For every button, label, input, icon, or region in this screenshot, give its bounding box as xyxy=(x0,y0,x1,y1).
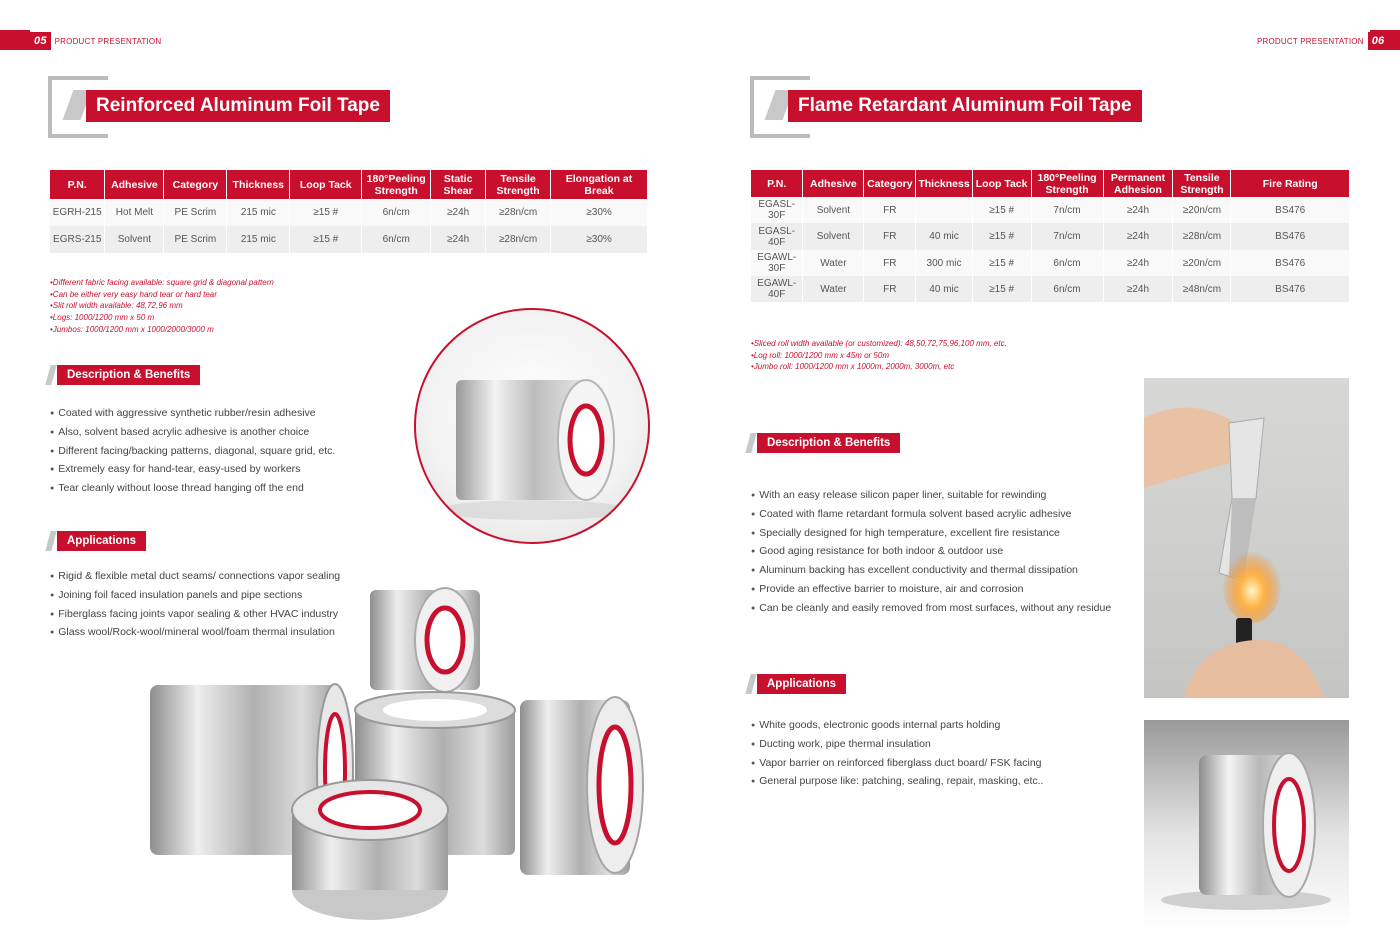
tape-rolls-group-photo xyxy=(145,580,660,935)
tape-roll-icon xyxy=(416,310,650,544)
right-applications-list xyxy=(751,716,1043,791)
list-item: ● General purpose like: patching, sealing, repair, masking, etc.. xyxy=(751,772,1043,791)
table-header: Permanent Adhesion xyxy=(1103,170,1173,197)
list-item: ● Coated with aggressive synthetic rubber/resin adhesive xyxy=(50,404,335,423)
table-header: 180°Peeling Strength xyxy=(1031,170,1103,197)
table-row: EGRH-215 Hot Melt PE Scrim 215 mic ≥15 # 6n/cm ≥24h ≥28n/cm ≥30% xyxy=(50,199,648,226)
table-header: Tensile Strength xyxy=(1173,170,1231,197)
left-page-title: Reinforced Aluminum Foil Tape xyxy=(86,90,390,122)
note-line: •Sliced roll width available (or customized): 48,50,72,75,96,100 mm, etc. xyxy=(751,339,1007,348)
right-page-tag xyxy=(1257,32,1388,50)
right-page-number: 06 xyxy=(1368,32,1389,50)
table-row: EGRS-215 Solvent PE Scrim 215 mic ≥15 # 6n/cm ≥24h ≥28n/cm ≥30% xyxy=(50,226,648,253)
list-item: ● White goods, electronic goods internal parts holding xyxy=(751,716,1043,735)
table-header: Adhesive xyxy=(105,170,164,199)
list-item: ● Aluminum backing has excellent conductivity and thermal dissipation xyxy=(751,561,1111,580)
left-spec-table xyxy=(50,170,648,253)
table-row: EGAWL-40F Water FR 40 mic ≥15 # 6n/cm ≥24h ≥48n/cm BS476 xyxy=(751,276,1350,302)
table-row: EGAWL-30F Water FR 300 mic ≥15 # 6n/cm ≥24h ≥20n/cm BS476 xyxy=(751,250,1350,276)
table-row: EGASL-40F Solvent FR 40 mic ≥15 # 7n/cm ≥24h ≥28n/cm BS476 xyxy=(751,223,1350,250)
right-applications-heading: Applications xyxy=(748,674,846,694)
list-item: ● Glass wool/Rock-wool/mineral wool/foam thermal insulation xyxy=(50,623,340,642)
list-item: ● With an easy release silicon paper liner, suitable for rewinding xyxy=(751,486,1111,505)
table-header: P.N. xyxy=(50,170,105,199)
list-item: ● Good aging resistance for both indoor & outdoor use xyxy=(751,542,1111,561)
tape-roll-circle-photo xyxy=(414,308,650,544)
table-header: Thickness xyxy=(916,170,972,197)
list-item: ● Tear cleanly without loose thread hanging off the end xyxy=(50,479,335,498)
list-item: ● Vapor barrier on reinforced fiberglass duct board/ FSK facing xyxy=(751,754,1043,773)
list-item: ● Joining foil faced insulation panels and pipe sections xyxy=(50,586,340,605)
right-notes xyxy=(751,338,1007,373)
right-description-list xyxy=(751,486,1111,618)
table-header: Static Shear xyxy=(431,170,486,199)
table-header: Loop Tack xyxy=(972,170,1031,197)
list-item: ● Rigid & flexible metal duct seams/ connections vapor sealing xyxy=(50,567,340,586)
flame-retardant-tape-roll-photo xyxy=(1144,720,1349,930)
table-row: EGASL-30F Solvent FR ≥15 # 7n/cm ≥24h ≥20n/cm BS476 xyxy=(751,197,1350,223)
table-header: Elongation at Break xyxy=(551,170,648,199)
note-line: •Jumbos: 1000/1200 mm x 1000/2000/3000 m xyxy=(50,324,214,334)
note-line: •Different fabric facing available: square grid & diagonal pattern xyxy=(50,278,274,287)
left-page-number: 05 xyxy=(30,32,51,50)
flame-test-photo xyxy=(1144,378,1349,698)
left-header-bar xyxy=(0,30,30,50)
note-line: •Jumbo roll: 1000/1200 mm x 1000m, 2000m, 3000m, etc xyxy=(751,362,955,372)
list-item: ● Ducting work, pipe thermal insulation xyxy=(751,735,1043,754)
list-item: ● Coated with flame retardant formula solvent based acrylic adhesive xyxy=(751,505,1111,524)
table-header: Tensile Strength xyxy=(486,170,551,199)
note-line: •Logs: 1000/1200 mm x 50 m xyxy=(50,313,155,323)
note-line: •Slit roll width available: 48,72,96 mm xyxy=(50,301,183,311)
table-header: Adhesive xyxy=(803,170,864,197)
table-header: Category xyxy=(164,170,227,199)
left-page-tag xyxy=(30,32,161,50)
list-item: ● Fiberglass facing joints vapor sealing & other HVAC industry xyxy=(50,605,340,624)
right-description-heading: Description & Benefits xyxy=(748,433,900,453)
left-notes xyxy=(50,277,274,336)
right-spec-table xyxy=(751,170,1350,302)
list-item: ● Provide an effective barrier to moisture, air and corrosion xyxy=(751,580,1111,599)
table-header: Loop Tack xyxy=(290,170,362,199)
left-title-block xyxy=(48,76,408,136)
left-description-heading: Description & Benefits xyxy=(48,365,200,385)
right-title-block xyxy=(750,76,1160,136)
left-header-label: PRODUCT PRESENTATION xyxy=(54,36,162,46)
left-applications-heading: Applications xyxy=(48,531,146,551)
table-header: Category xyxy=(864,170,916,197)
left-description-list xyxy=(50,404,335,498)
list-item: ● Specially designed for high temperature, excellent fire resistance xyxy=(751,524,1111,543)
list-item: ● Also, solvent based acrylic adhesive is another choice xyxy=(50,423,335,442)
list-item: ● Can be cleanly and easily removed from most surfaces, without any residue xyxy=(751,599,1111,618)
list-item: ● Different facing/backing patterns, diagonal, square grid, etc. xyxy=(50,442,335,461)
right-header-label: PRODUCT PRESENTATION xyxy=(1257,36,1364,46)
table-header: 180°Peeling Strength xyxy=(362,170,431,199)
table-header: Thickness xyxy=(227,170,290,199)
note-line: •Can be either very easy hand tear or hard tear xyxy=(50,289,217,299)
right-page-title: Flame Retardant Aluminum Foil Tape xyxy=(788,90,1142,122)
list-item: ● Extremely easy for hand-tear, easy-used by workers xyxy=(50,460,335,479)
note-line: •Log roll: 1000/1200 mm x 45m or 50m xyxy=(751,350,889,360)
table-header: P.N. xyxy=(751,170,803,197)
table-header: Fire Rating xyxy=(1231,170,1350,197)
